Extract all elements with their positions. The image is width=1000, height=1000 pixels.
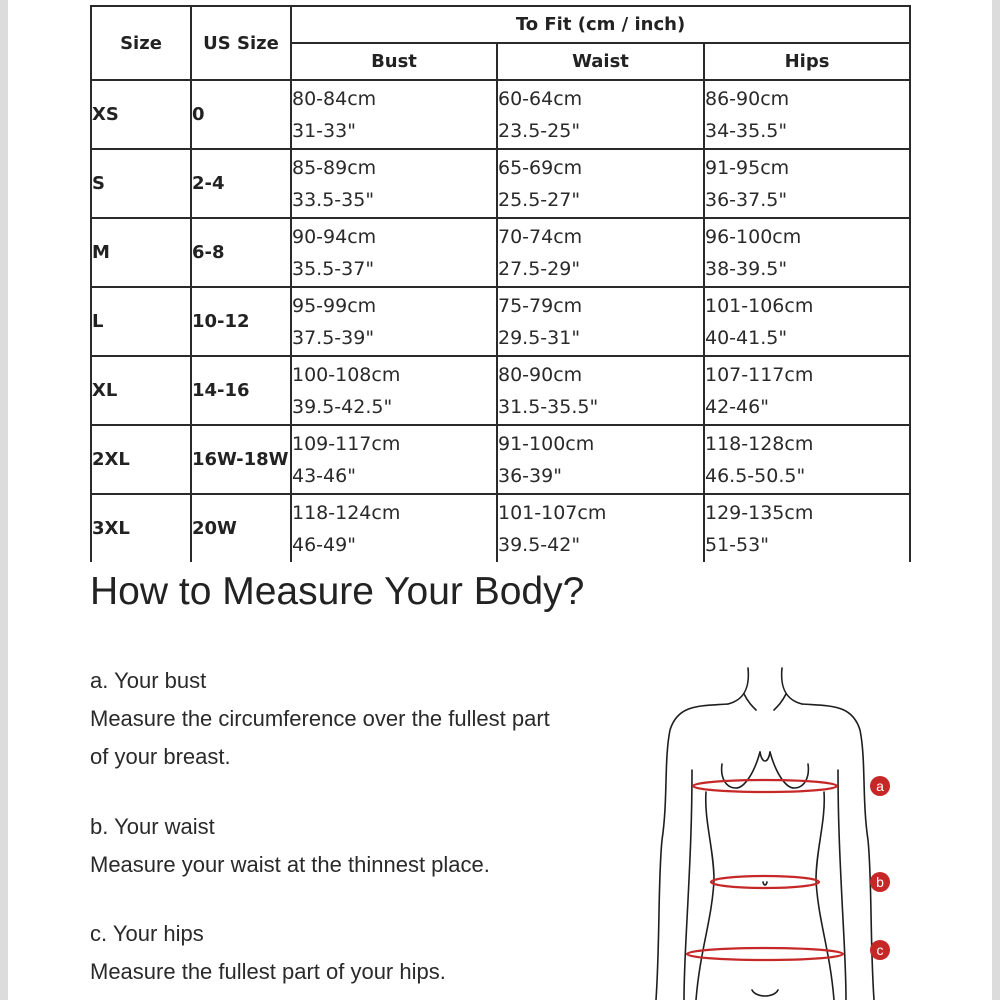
hips-cell (704, 218, 910, 287)
body-outline (656, 668, 874, 1000)
bust-cell (291, 80, 497, 149)
body-outline-icon (640, 660, 900, 1000)
waist-measure-line (711, 876, 819, 888)
us-size-cell: 14-16 (191, 356, 291, 425)
us-size-cell: 6-8 (191, 218, 291, 287)
hips-cell (704, 149, 910, 218)
size-cell: XL (91, 356, 191, 425)
hips-inch: 51-53" (705, 533, 769, 556)
hips-cm: 129-135cm (705, 501, 814, 524)
bust-cm: 109-117cm (292, 432, 401, 455)
hips-cm: 86-90cm (705, 87, 790, 110)
marker-b (870, 872, 890, 892)
hips-inch: 42-46" (705, 395, 769, 418)
us-size-cell: 2-4 (191, 149, 291, 218)
bust-cm: 118-124cm (292, 501, 401, 524)
bust-cell (291, 425, 497, 494)
header-hips: Hips (704, 43, 910, 80)
hips-cm: 118-128cm (705, 432, 814, 455)
bust-cell (291, 218, 497, 287)
hips-cm: 91-95cm (705, 156, 790, 179)
waist-cm: 65-69cm (498, 156, 583, 179)
hips-inch: 38-39.5" (705, 257, 788, 280)
table-row (91, 287, 910, 356)
us-size-cell: 0 (191, 80, 291, 149)
table-row (91, 425, 910, 494)
marker-a (870, 776, 890, 796)
table-row (91, 80, 910, 149)
bust-measure-line (693, 780, 837, 792)
size-cell: 2XL (91, 425, 191, 494)
howto-title: How to Measure Your Body? (90, 570, 585, 613)
waist-inch: 31.5-35.5" (498, 395, 599, 418)
bust-cell (291, 494, 497, 562)
bust-heading: a. Your bust (90, 668, 207, 693)
waist-cell (497, 425, 704, 494)
size-cell: M (91, 218, 191, 287)
size-cell: XS (91, 80, 191, 149)
waist-inch: 23.5-25" (498, 119, 581, 142)
hips-cm: 96-100cm (705, 225, 802, 248)
waist-inch: 39.5-42" (498, 533, 581, 556)
hips-cell (704, 287, 910, 356)
hips-cm: 101-106cm (705, 294, 814, 317)
bust-inch: 35.5-37" (292, 257, 375, 280)
marker-c (870, 940, 890, 960)
marker-a-label: a (876, 778, 884, 794)
header-size: Size (91, 6, 191, 80)
size-cell: S (91, 149, 191, 218)
header-to-fit: To Fit (cm / inch) (291, 6, 910, 43)
header-us-size: US Size (191, 6, 291, 80)
bust-inch: 33.5-35" (292, 188, 375, 211)
bust-cell (291, 356, 497, 425)
waist-text-line1: Measure your waist at the thinnest place. (90, 852, 490, 877)
bust-inch: 43-46" (292, 464, 356, 487)
header-bust: Bust (291, 43, 497, 80)
hips-cell (704, 356, 910, 425)
bust-inch: 46-49" (292, 533, 356, 556)
hips-heading: c. Your hips (90, 921, 204, 946)
waist-cell (497, 494, 704, 562)
us-size-cell: 20W (191, 494, 291, 562)
waist-cm: 75-79cm (498, 294, 583, 317)
marker-b-label: b (876, 874, 884, 890)
waist-cell (497, 218, 704, 287)
hips-cell (704, 425, 910, 494)
bust-text-line2: of your breast. (90, 744, 231, 769)
size-chart-table (90, 5, 911, 562)
bust-cell (291, 287, 497, 356)
bust-cm: 100-108cm (292, 363, 401, 386)
waist-cm: 101-107cm (498, 501, 607, 524)
hips-cell (704, 494, 910, 562)
bust-inch: 31-33" (292, 119, 356, 142)
table-row (91, 149, 910, 218)
bust-inch: 37.5-39" (292, 326, 375, 349)
table-header-row (91, 6, 910, 43)
size-cell: 3XL (91, 494, 191, 562)
waist-cm: 91-100cm (498, 432, 595, 455)
table-row (91, 494, 910, 562)
waist-cell (497, 80, 704, 149)
bust-cm: 80-84cm (292, 87, 377, 110)
waist-inch: 27.5-29" (498, 257, 581, 280)
bust-cm: 95-99cm (292, 294, 377, 317)
us-size-cell: 10-12 (191, 287, 291, 356)
hips-text-line1: Measure the fullest part of your hips. (90, 959, 446, 984)
right-frame-border (992, 0, 1000, 1000)
header-waist: Waist (497, 43, 704, 80)
bust-instruction (90, 662, 650, 776)
waist-instruction (90, 808, 650, 884)
size-cell: L (91, 287, 191, 356)
waist-heading: b. Your waist (90, 814, 215, 839)
hips-cm: 107-117cm (705, 363, 814, 386)
hips-inch: 46.5-50.5" (705, 464, 806, 487)
hips-inch: 34-35.5" (705, 119, 788, 142)
waist-inch: 29.5-31" (498, 326, 581, 349)
waist-cell (497, 149, 704, 218)
bust-cm: 85-89cm (292, 156, 377, 179)
bust-text-line1: Measure the circumference over the fullest part (90, 706, 550, 731)
left-frame-border (0, 0, 8, 1000)
hips-inch: 36-37.5" (705, 188, 788, 211)
hips-measure-line (687, 948, 843, 960)
waist-inch: 25.5-27" (498, 188, 581, 211)
hips-inch: 40-41.5" (705, 326, 788, 349)
waist-cell (497, 356, 704, 425)
us-size-cell: 16W-18W (191, 425, 291, 494)
measure-lines (687, 780, 843, 960)
marker-c-label: c (876, 942, 884, 958)
waist-cm: 80-90cm (498, 363, 583, 386)
waist-cm: 70-74cm (498, 225, 583, 248)
hips-cell (704, 80, 910, 149)
bust-inch: 39.5-42.5" (292, 395, 393, 418)
table-row (91, 218, 910, 287)
waist-cell (497, 287, 704, 356)
waist-cm: 60-64cm (498, 87, 583, 110)
bust-cell (291, 149, 497, 218)
table-row (91, 356, 910, 425)
waist-inch: 36-39" (498, 464, 562, 487)
bust-cm: 90-94cm (292, 225, 377, 248)
hips-instruction (90, 915, 650, 991)
